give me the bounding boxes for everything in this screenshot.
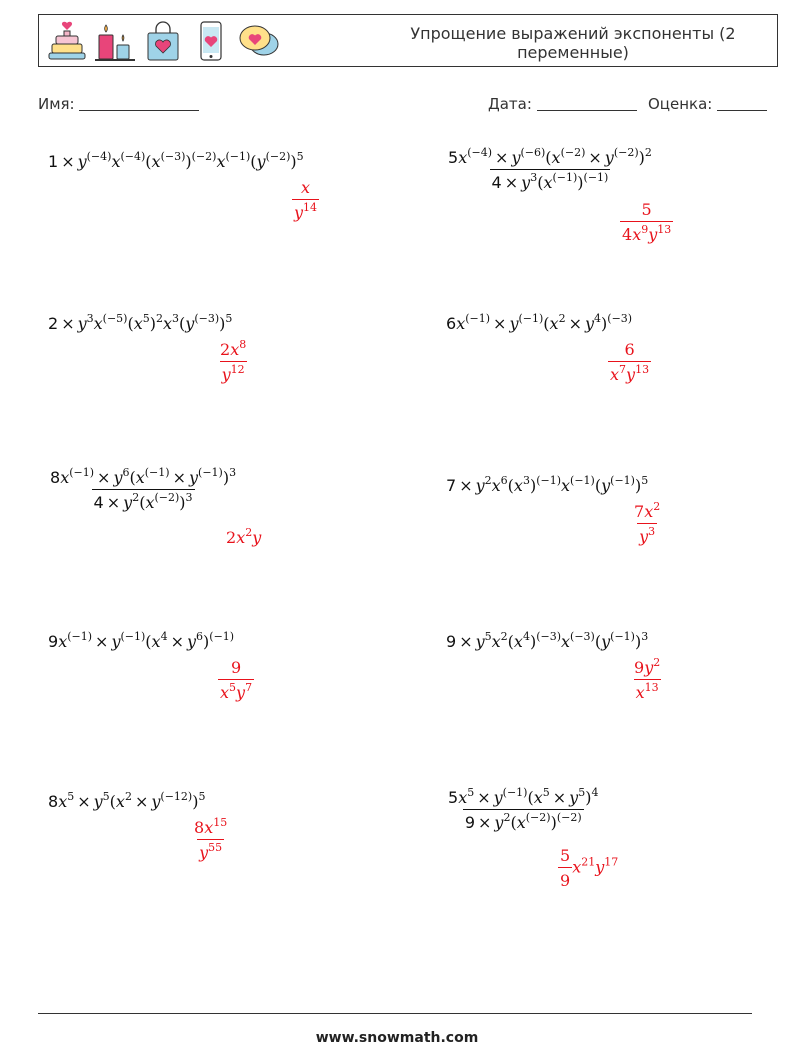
phone-heart-icon: [189, 19, 233, 63]
answer-2: $\frac{5}{4x^9y^{13}}$: [622, 200, 672, 244]
worksheet-title: Упрощение выражений экспоненты (2 переменные): [410, 24, 736, 62]
name-field[interactable]: [38, 95, 199, 113]
worksheet-header: [38, 14, 778, 67]
answer-4: $\frac{6}{x^7y^{13}}$: [610, 340, 650, 384]
answer-9: $\frac{8x^{15}}{y^{55}}$: [194, 816, 228, 862]
answer-10: $\frac{5}{9}$ $x^{21}y^{17}$: [560, 846, 619, 890]
grade-field[interactable]: [648, 95, 767, 113]
problem-4: $6x^{(-1)} \times y^{(-1)}(x^2 \times y^4)^{(-3)}$: [446, 312, 633, 333]
problem-8: $9 \times y^5x^2(x^4)^{(-3)}x^{(-3)}(y^{(-1)})^3$: [446, 630, 649, 651]
grade-blank[interactable]: [717, 96, 767, 111]
problem-3: $2 \times y^3x^{(-5)}(x^5)^2x^3(y^{(-3)})^5$: [48, 312, 233, 333]
footer-divider: [38, 1013, 752, 1014]
problem-7: $9x^{(-1)} \times y^{(-1)}(x^4 \times y^6)^{(-1)}$: [48, 630, 235, 651]
answer-8: $\frac{9y^2}{x^{13}}$: [634, 656, 661, 702]
candles-icon: [93, 19, 137, 63]
name-blank[interactable]: [79, 96, 199, 111]
problem-6: $7 \times y^2x^6(x^3)^{(-1)}x^{(-1)}(y^{(-1)})^5$: [446, 474, 649, 495]
problem-2: $\frac{5x^{(-4)} \times y^{(-6)}(x^{(-2)} \times y^{(-2)})^2}{4 \times y^3(x^{(-1)})^{(-1)}}$: [448, 146, 652, 192]
date-label: Дата:: [488, 95, 532, 113]
problem-1: $1 \times y^{(-4)}x^{(-4)}(x^{(-3)})^{(-2)}x^{(-1)}(y^{(-2)})^5$: [48, 150, 304, 171]
grade-label: Оценка:: [648, 95, 713, 113]
answer-7: $\frac{9}{x^5y^7}$: [220, 658, 253, 702]
answer-6: $\frac{7x^2}{y^3}$: [634, 500, 661, 546]
name-label: Имя:: [38, 95, 75, 113]
problem-10: $\frac{5x^5 \times y^{(-1)}(x^5 \times y^5)^4}{9 \times y^2(x^{(-2)})^{(-2)}}$: [448, 786, 599, 832]
problem-9: $8x^5 \times y^5(x^2 \times y^{(-12)})^5$: [48, 790, 206, 811]
cake-icon: [45, 19, 89, 63]
answer-1: $\frac{x}{y^{14}}$: [294, 178, 318, 222]
answer-3: $\frac{2x^8}{y^{12}}$: [220, 338, 247, 384]
gift-bag-icon: [141, 19, 185, 63]
chat-hearts-icon: [237, 19, 281, 63]
header-icons: [45, 19, 281, 63]
date-field[interactable]: [488, 95, 637, 113]
footer-url[interactable]: www.snowmath.com: [315, 1030, 479, 1046]
answer-5: $2x^2y$: [226, 526, 262, 547]
problem-5: $\frac{8x^{(-1)} \times y^6(x^{(-1)} \times y^{(-1)})^3}{4 \times y^2(x^{(-2)})^3}$: [50, 466, 237, 512]
date-blank[interactable]: [537, 96, 637, 111]
